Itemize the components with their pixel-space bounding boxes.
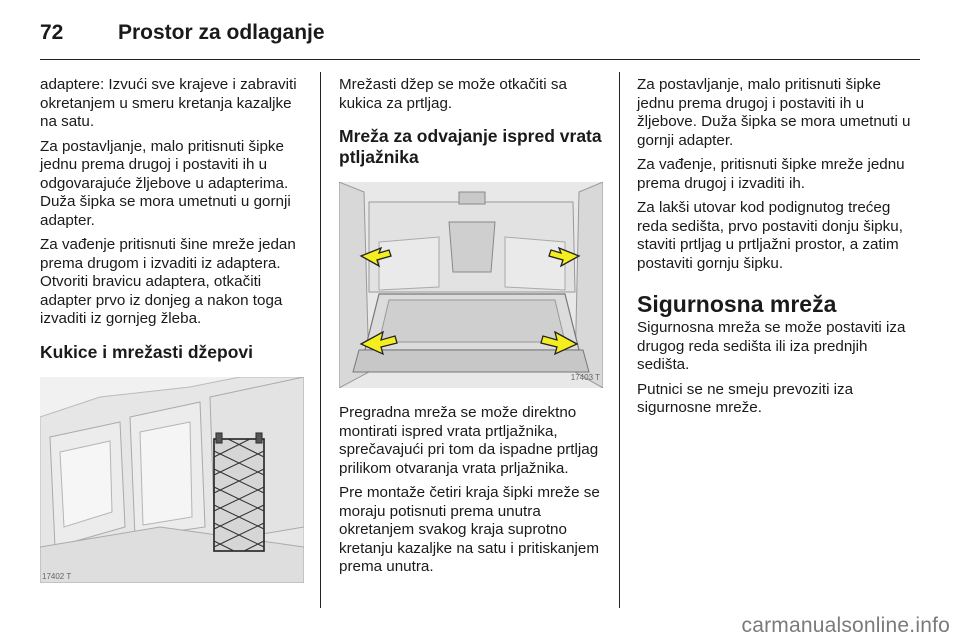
paragraph: Za postavljanje, malo pritisnuti šipke jednu prema drugoj i postaviti ih u odgovarajuće žljebove u adapterima. Duža šipka se mora umetnuti u gornji adapter. xyxy=(40,137,291,229)
figure-partition-net xyxy=(339,182,603,388)
column-divider-1 xyxy=(320,72,321,608)
net-pocket xyxy=(214,433,264,551)
paragraph: Mrežasti džep se može otkačiti sa kukica za prtljag. xyxy=(339,76,567,112)
paragraph: Pre montaže četiri kraja šipki mreže se moraju potisnuti prema unutra okretanjem svakog kraja suprotno kretanju kazaljke na satu i pritiskanjem prema unutra. xyxy=(339,484,600,575)
column-1 xyxy=(40,76,306,583)
header-divider xyxy=(40,59,920,60)
figure-net-pocket xyxy=(40,377,304,583)
page-title: Prostor za odlaganje xyxy=(118,21,325,44)
paragraph: adaptere: Izvući sve krajeve i zabraviti okretanjem u smeru kretanja kazaljke na satu. xyxy=(40,76,297,130)
section-heading-hooks: Kukice i mrežasti džepovi xyxy=(40,341,253,362)
watermark: carmanualsonline.info xyxy=(741,614,950,637)
paragraph: Za lakši utovar kod podignutog trećeg reda sedišta, prvo postaviti donju šipku, staviti prtljag u prtljažni prostor, a zatim postaviti gornju šipku. xyxy=(637,199,903,272)
paragraph: Sigurnosna mreža se može postaviti iza drugog reda sedišta ili iza prednjih sedišta. xyxy=(637,319,906,373)
column-divider-2 xyxy=(619,72,620,608)
paragraph: Za postavljanje, malo pritisnuti šipke jednu prema drugoj i postaviti ih u žljebove. Duža šipka se mora umetnuti u gornji adapter. xyxy=(637,76,911,149)
figure-code: 17403 T xyxy=(570,373,600,382)
column-2 xyxy=(339,76,605,583)
net-pocket-illustration xyxy=(40,377,304,583)
page-number: 72 xyxy=(40,21,64,44)
section-heading-safety-net: Sigurnosna mreža xyxy=(637,291,837,317)
paragraph: Za vađenje, pritisnuti šipke mreže jednu prema drugoj i izvaditi ih. xyxy=(637,156,905,192)
partition-net-illustration xyxy=(339,182,603,388)
paragraph: Putnici se ne smeju prevoziti iza sigurnosne mreže. xyxy=(637,380,854,416)
page-header xyxy=(40,18,325,48)
section-heading-partition-net: Mreža za odvajanje ispred vrata ptljažnika xyxy=(339,126,602,167)
figure-code: 17402 T xyxy=(42,571,72,581)
paragraph: Pregradna mreža se može direktno montirati ispred vrata prtljažnika, sprečavajući pri tom da ispadne prtljag prilikom otvaranja vrata prljažnika. xyxy=(339,404,599,477)
paragraph: Za vađenje pritisnuti šine mreže jedan prema drugom i izvaditi iz adaptera. Otvoriti bravicu adaptera, otkačiti adapter prvo iz donjeg a nakon toga izvaditi iz gornjeg žleba. xyxy=(40,236,296,327)
column-3 xyxy=(637,76,912,424)
